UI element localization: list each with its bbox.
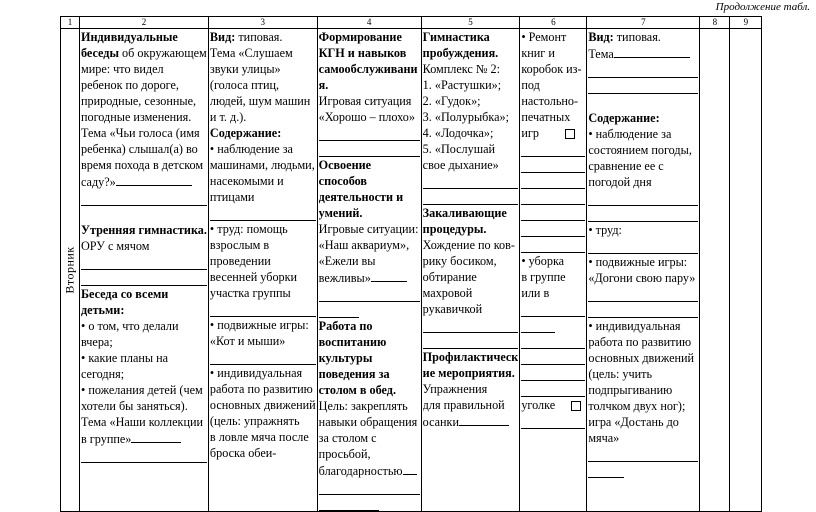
blank-line <box>81 270 207 286</box>
c7-l3: Содержание: <box>588 111 660 125</box>
blank-line <box>588 62 698 78</box>
c3-l21: основных движений <box>209 398 316 412</box>
blank-line <box>588 462 624 478</box>
day-cell <box>61 29 80 512</box>
c4-l3: самообслуживани <box>318 62 418 76</box>
c7-l1b: Вид: <box>588 30 614 44</box>
c2-l2: об окружающем <box>118 46 207 60</box>
blank-line <box>81 190 207 206</box>
c7-l5: состоянием погоды, <box>588 143 692 157</box>
c7-l17: игра «Достань до <box>588 415 679 429</box>
c2-l18: сегодня; <box>81 367 125 381</box>
c4-l17: культуры <box>318 351 373 365</box>
cell-col7 <box>587 29 700 512</box>
cell-col2 <box>80 29 209 512</box>
c4-l21: навыки обращения <box>318 415 418 429</box>
c3-l24: броска обеи- <box>209 446 277 460</box>
c3-l4: (голоса птиц, <box>209 78 280 92</box>
col-header-3: 3 <box>208 17 317 29</box>
blank-line <box>521 301 585 317</box>
c3-l1: типовая. <box>235 30 283 44</box>
c3-l13: взрослым в <box>209 238 270 252</box>
c3-l19: • индивидуальная <box>209 366 303 380</box>
blank-line <box>81 447 207 463</box>
col-header-1: 1 <box>61 17 80 29</box>
col-header-7: 7 <box>587 17 700 29</box>
blank-line <box>521 413 585 429</box>
c5-l3: Комплекс № 2: <box>422 62 501 76</box>
c2-l19: • пожелания детей (чем <box>81 383 203 397</box>
c6-l8: • уборка <box>521 254 565 268</box>
c4-l16: воспитанию <box>318 335 387 349</box>
c4-l2: КГН и навыков <box>318 46 407 60</box>
c6-l2: книг и <box>521 46 555 60</box>
cell-col3 <box>208 29 317 512</box>
c5-l6: 3. «Полурыбка»; <box>422 110 509 124</box>
blank-line <box>521 205 585 221</box>
c4-l1: Формирование <box>318 30 402 44</box>
c5-l20: для правильной <box>422 398 505 412</box>
c4-l6: «Хорошо – плохо» <box>318 110 415 124</box>
c5-l1: Гимнастика <box>422 30 490 44</box>
blank-line <box>588 190 698 206</box>
c5-l7: 4. «Лодочка»; <box>422 126 494 140</box>
c3-l15: весенней уборки <box>209 270 298 284</box>
blank-line <box>319 495 379 511</box>
schedule-table <box>60 16 762 512</box>
c6-l10: или в <box>521 286 550 300</box>
c3-l9: машинами, людьми, <box>209 158 315 172</box>
c5-l18: ие мероприятия. <box>422 366 515 380</box>
c3-l11: птицами <box>209 190 255 204</box>
c7-l10: «Догони свою пару» <box>588 271 696 285</box>
c2-l15: • о том, что делали <box>81 319 179 333</box>
c7-l2: Тема <box>588 47 614 61</box>
checkbox-icon[interactable] <box>565 129 575 139</box>
continuation-label: Продолжение табл. <box>715 1 810 13</box>
c6-l4: под <box>521 78 540 92</box>
c4-l12: «Наш аквариум», <box>318 238 410 252</box>
blank-line <box>81 254 207 270</box>
c3-l5: людей, шум машин <box>209 94 311 108</box>
c4-l20: Цель: закреплять <box>318 399 408 413</box>
blank-line <box>423 189 519 205</box>
c4-l24: благодарностью <box>318 464 403 478</box>
blank-line <box>521 237 585 253</box>
c5-l4: 1. «Растушки»; <box>422 78 502 92</box>
c3-l7: Содержание: <box>209 126 282 140</box>
blank-line <box>521 189 585 205</box>
c5-l12: Хождение по ков- <box>422 238 515 252</box>
col-header-6: 6 <box>520 17 587 29</box>
c5-l2: пробуждения. <box>422 46 499 60</box>
cell-col8 <box>700 29 730 512</box>
c5-l13: рику босиком, <box>422 254 497 268</box>
c2-l6: погодные изменения. <box>81 110 192 124</box>
c2-l4: ребенок по дороге, <box>81 78 179 92</box>
c7-l11: • индивидуальная <box>588 319 681 333</box>
checkbox-icon[interactable] <box>571 401 581 411</box>
c7-l1: типовая. <box>613 30 661 44</box>
blank-line <box>521 317 555 333</box>
blank-line <box>210 349 316 365</box>
c7-l8: • труд: <box>588 223 622 237</box>
c5-l8: 5. «Послушай <box>422 142 496 156</box>
c2-l1: Индивидуальные <box>81 30 178 44</box>
c7-l18: мяча» <box>588 431 620 445</box>
c5-l10: Закаливающие <box>422 206 507 220</box>
c4-l14: вежливы» <box>318 271 371 285</box>
col-header-5: 5 <box>421 17 520 29</box>
c2-l16: вчера; <box>81 335 113 349</box>
blank-line <box>588 78 698 94</box>
blank-line <box>423 173 519 189</box>
c5-l21: осанки <box>422 415 460 429</box>
c2-l20: хотели бы заняться). <box>81 399 188 413</box>
blank-line <box>521 381 585 397</box>
c5-l17: Профилактическ <box>422 350 519 364</box>
c6-l6: печатных <box>521 110 571 124</box>
tuesday-row <box>61 29 762 512</box>
c4-l11: Игровые ситуации: <box>318 222 419 236</box>
c2-l9: время похода в детском <box>81 158 204 172</box>
blank-line <box>521 349 585 365</box>
c6-l7: игр <box>521 126 539 140</box>
c3-l18: «Кот и мыши» <box>209 334 286 348</box>
c3-l1b: Вид: <box>209 30 236 44</box>
c7-l7: погодой дня <box>588 175 652 189</box>
c2-l12: ОРУ с мячом <box>81 239 150 253</box>
c3-l16: участка группы <box>209 286 291 300</box>
c4-l4: я. <box>318 78 329 92</box>
c4-l19: столом в обед. <box>318 383 397 397</box>
c5-l5: 2. «Гудок»; <box>422 94 481 108</box>
c6-l3: коробок из- <box>521 62 582 76</box>
c3-l6: и т. д.). <box>209 110 247 124</box>
c2-l11: Утренняя гимнастика. <box>81 223 207 237</box>
c5-l19: Упражнения <box>422 382 488 396</box>
blank-line <box>588 238 698 254</box>
c3-l2: Тема «Слушаем <box>209 46 293 60</box>
c3-l17: • подвижные игры: <box>209 318 309 332</box>
blank-line <box>521 141 585 157</box>
blank-line <box>423 333 519 349</box>
c2-l7: Тема «Чьи голоса (имя <box>81 126 200 140</box>
c3-l10: насекомыми и <box>209 174 284 188</box>
c2-l3: мире: что видел <box>81 62 164 76</box>
c3-l3: звуки улицы» <box>209 62 281 76</box>
c3-l22: (цель: упражнять <box>209 414 300 428</box>
c2-l21: Тема «Наши коллекции <box>81 415 204 429</box>
c6-l1: • Ремонт <box>521 30 567 44</box>
c4-l8: способов <box>318 174 368 188</box>
blank-line <box>521 173 585 189</box>
blank-line <box>423 317 519 333</box>
blank-line <box>521 157 585 173</box>
c5-l15: махровой <box>422 286 473 300</box>
c4-l23: просьбой, <box>318 447 371 461</box>
c7-l4: • наблюдение за <box>588 127 672 141</box>
c3-l20: работа по развитию <box>209 382 313 396</box>
c4-l15: Работа по <box>318 319 373 333</box>
col-header-4: 4 <box>317 17 421 29</box>
c7-l16: толчком двух ног); <box>588 399 686 413</box>
c5-l9: свое дыхание» <box>422 158 499 172</box>
blank-line <box>588 206 698 222</box>
header-row <box>61 17 762 29</box>
c4-l9: деятельности и <box>318 190 404 204</box>
cell-col9 <box>730 29 762 512</box>
c7-l14: (цель: учить <box>588 367 653 381</box>
c2-l5: природные, сезонные, <box>81 94 197 108</box>
blank-line <box>521 333 585 349</box>
c3-l12: • труд: помощь <box>209 222 288 236</box>
c5-l16: рукавичкой <box>422 302 483 316</box>
c4-l7: Освоение <box>318 158 372 172</box>
blank-line <box>588 446 698 462</box>
c6-l5: настольно- <box>521 94 579 108</box>
c6-l11: уголке <box>521 398 556 412</box>
c3-l8: • наблюдение за <box>209 142 293 156</box>
blank-line <box>521 221 585 237</box>
blank-line <box>210 301 316 317</box>
c2-l14: детьми: <box>81 303 125 317</box>
c5-l11: процедуры. <box>422 222 487 236</box>
c2-l22: в группе» <box>81 432 132 446</box>
blank-line <box>588 302 698 318</box>
c4-l18: поведения за <box>318 367 390 381</box>
c7-l12: работа по развитию <box>588 335 692 349</box>
col-header-2: 2 <box>80 17 209 29</box>
blank-line <box>521 365 585 381</box>
c2-l10: саду?» <box>81 175 116 189</box>
cell-col6 <box>520 29 587 512</box>
c7-l13: основных движений <box>588 351 695 365</box>
c4-l5: Игровая ситуация <box>318 94 412 108</box>
c4-l10: умений. <box>318 206 363 220</box>
c4-l13: «Ежели вы <box>318 254 376 268</box>
col-header-8: 8 <box>700 17 730 29</box>
c2-l13: Беседа со всеми <box>81 287 169 301</box>
c3-l14: проведении <box>209 254 271 268</box>
day-label: Вторник <box>62 246 77 294</box>
blank-line <box>319 286 420 302</box>
c3-l23: в ловле мяча после <box>209 430 309 444</box>
blank-line <box>319 141 420 157</box>
c7-l15: подпрыгиванию <box>588 383 673 397</box>
blank-line <box>319 479 420 495</box>
cell-col4 <box>317 29 421 512</box>
c5-l14: обтирание <box>422 270 477 284</box>
c4-l22: за столом с <box>318 431 377 445</box>
c6-l9: в группе <box>521 270 566 284</box>
c2-l8: ребенка) слышал(а) во <box>81 142 198 156</box>
blank-line <box>588 286 698 302</box>
blank-line <box>319 125 420 141</box>
cell-col5 <box>421 29 520 512</box>
c2-l2b: беседы <box>81 46 119 60</box>
c7-l6: сравнение ее с <box>588 159 664 173</box>
blank-line <box>319 302 359 318</box>
c2-l17: • какие планы на <box>81 351 169 365</box>
blank-line <box>210 205 316 221</box>
c7-l9: • подвижные игры: <box>588 255 688 269</box>
col-header-9: 9 <box>730 17 762 29</box>
